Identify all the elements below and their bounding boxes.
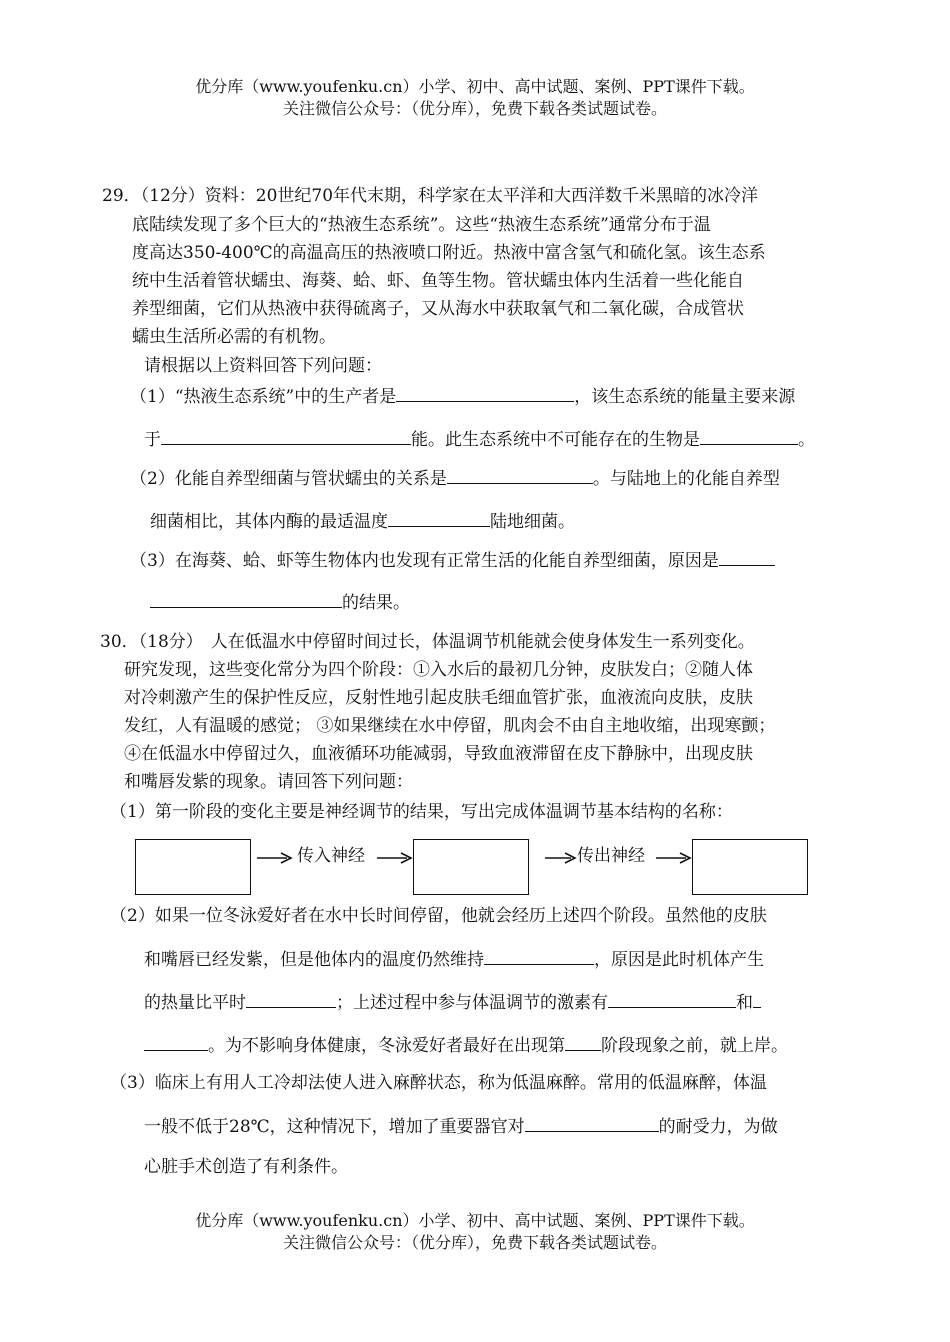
efferent-nerve-label: 传出神经: [577, 846, 645, 866]
q29-sub3-line2: 的结果。: [150, 591, 410, 614]
footer-line-2: 关注微信公众号：（优分库），免费下载各类试题试卷。: [282, 1233, 667, 1252]
answer-blank[interactable]: [565, 1034, 601, 1051]
answer-blank[interactable]: [150, 591, 342, 608]
q30-sub3-line3: 心脏手术创造了有利条件。: [144, 1157, 348, 1177]
answer-blank[interactable]: [388, 510, 490, 527]
q29-line-2: 底陆续发现了多个巨大的“热液生态系统”。这些“热液生态系统”通常分布于温: [132, 215, 711, 235]
afferent-nerve-label: 传入神经: [297, 846, 365, 866]
q30-line-2: 研究发现，这些变化常分为四个阶段：①入水后的最初几分钟，皮肤发白；②随人体: [124, 660, 753, 680]
q30-sub3-line2: 一般不低于28℃，这种情况下，增加了重要器官对 的耐受力，为做: [144, 1117, 778, 1137]
q29-prompt: 请根据以上资料回答下列问题：: [144, 356, 382, 376]
answer-blank[interactable]: [525, 1115, 659, 1132]
q30-line-1: 30．（18分） 人在低温水中停留时间过长，体温调节机能就会使身体发生一系列变化。: [100, 632, 755, 652]
q29-sub3-line1: （3）在海葵、蛤、虾等生物体内也发现有正常生活的化能自养型细菌，原因是: [130, 549, 775, 572]
q29-sub2-line2: 细菌相比，其体内酶的最适温度 陆地细菌。: [150, 512, 575, 532]
header-line-1: 优分库（www.youfenku.cn）小学、初中、高中试题、案例、PPT课件下载。: [195, 77, 755, 96]
q29-sub1-line1: （1）“热液生态系统”中的生产者是 ，该生态系统的能量主要来源: [130, 387, 796, 407]
answer-blank[interactable]: [396, 385, 574, 402]
q29-number: 29．: [102, 186, 141, 206]
q30-line-4: 发红，人有温暖的感觉； ③如果继续在水中停留，肌肉会不由自主地收缩，出现寒颤；: [124, 716, 776, 736]
q29-score: （12分）: [140, 186, 205, 206]
answer-blank[interactable]: [753, 991, 761, 1008]
answer-blank[interactable]: [161, 428, 411, 445]
answer-blank[interactable]: [608, 991, 736, 1008]
q29-sub1-line2: 于 能。此生态系统中不可能存在的生物是 。: [144, 430, 815, 450]
answer-blank[interactable]: [484, 948, 594, 965]
answer-blank[interactable]: [144, 1034, 208, 1051]
q30-line-6: 和嘴唇发紫的现象。请回答下列问题：: [124, 772, 413, 792]
footer-line-1: 优分库（www.youfenku.cn）小学、初中、高中试题、案例、PPT课件下载。: [195, 1211, 755, 1230]
q29-sub2-line1: （2）化能自养型细菌与管状蠕虫的关系是 。与陆地上的化能自养型: [130, 469, 780, 489]
q30-sub2-line2: 和嘴唇已经发紫，但是他体内的温度仍然维持 ，原因是此时机体产生: [144, 950, 764, 970]
q29-line-6: 蠕虫生活所必需的有机物。: [132, 327, 336, 347]
q29-line-5: 养型细菌，它们从热液中获得硫离子，又从海水中获取氧气和二氧化碳，合成管状: [132, 299, 744, 319]
answer-blank[interactable]: [700, 428, 798, 445]
diagram-answer-box-3[interactable]: [692, 839, 808, 895]
answer-blank[interactable]: [447, 467, 593, 484]
q30-sub2-line4: 。为不影响身体健康，冬泳爱好者最好在出现第 阶段现象之前，就上岸。: [144, 1034, 788, 1057]
q30-line-3: 对冷刺激产生的保护性反应，反射性地引起皮肤毛细血管扩张，血液流向皮肤，皮肤: [124, 688, 753, 708]
answer-blank[interactable]: [719, 549, 775, 566]
q30-sub1: （1）第一阶段的变化主要是神经调节的结果，写出完成体温调节基本结构的名称：: [110, 802, 733, 822]
q29-line-3: 度高达350-400℃的高温高压的热液喷口附近。热液中富含氢气和硫化氢。该生态系: [132, 243, 766, 263]
q29-line-4: 统中生活着管状蠕虫、海葵、蛤、虾、鱼等生物。管状蠕虫体内生活着一些化能自: [132, 271, 744, 291]
arrow-right-icon: [654, 850, 694, 866]
arrow-right-icon: [543, 850, 579, 866]
q30-sub2-line3: 的热量比平时 ；上述过程中参与体温调节的激素有 和: [144, 991, 761, 1014]
q30-score: （18分）: [138, 632, 203, 652]
q30-sub2-line1: （2）如果一位冬泳爱好者在水中长时间停留，他就会经历上述四个阶段。虽然他的皮肤: [110, 906, 767, 926]
header-line-2: 关注微信公众号：（优分库），免费下载各类试题试卷。: [282, 99, 667, 118]
diagram-answer-box-2[interactable]: [413, 839, 529, 895]
diagram-answer-box-1[interactable]: [135, 839, 251, 895]
q30-sub3-line1: （3）临床上有用人工冷却法使人进入麻醉状态，称为低温麻醉。常用的低温麻醉，体温: [110, 1073, 767, 1093]
q30-number: 30．: [100, 632, 139, 652]
arrow-right-icon: [375, 850, 415, 866]
answer-blank[interactable]: [246, 991, 336, 1008]
q29-line-1: 29．（12分）资料：20世纪70年代末期，科学家在太平洋和大西洋数千米黑暗的冰冷洋: [102, 186, 759, 206]
q30-line-5: ④在低温水中停留过久，血液循环功能减弱，导致血液滞留在皮下静脉中，出现皮肤: [124, 744, 753, 764]
arrow-right-icon: [255, 850, 295, 866]
